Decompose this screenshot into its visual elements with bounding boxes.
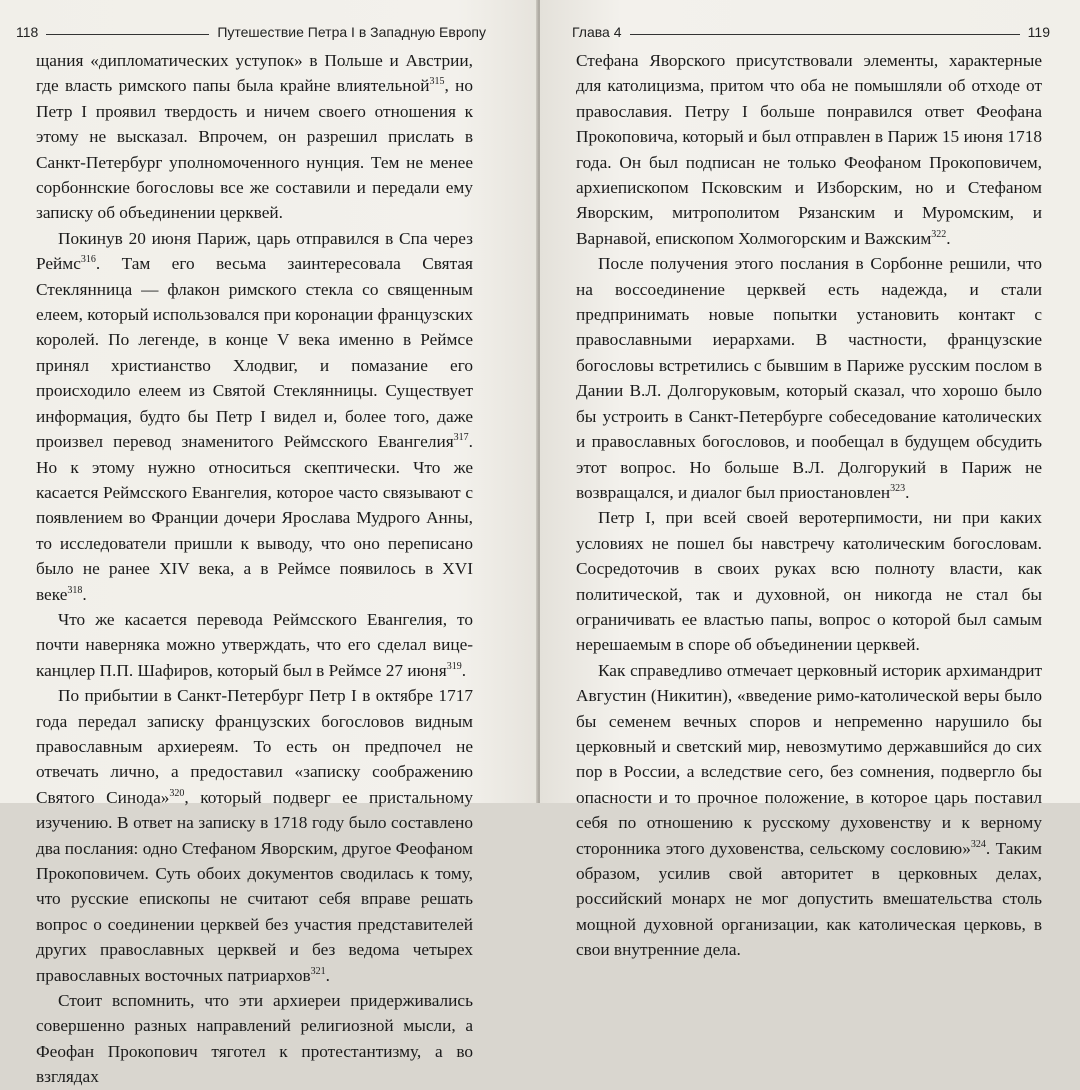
paragraph — [576, 505, 1042, 657]
paragraph — [36, 988, 473, 1090]
paragraph — [576, 48, 1042, 251]
footnote-ref: 316 — [80, 254, 96, 266]
paragraph-text: Как справедливо отмечает церковный историк архимандрит Августин (Никитин), «введение римо-католической веры было бы семенем вечных споров и непременно нарушило бы церковный и светский мир, невозмутимо державшийся до сих пор в России, а вследствие сего, без сомнения, подвергло бы опасности и то прочное положение, в которое царь поставил себя по отношению к русскому духовенству и к верному сторонника этого духовенства, сельскому сословию» — [576, 660, 1042, 858]
right-running-header — [572, 22, 1050, 42]
right-page-number: 119 — [1027, 24, 1050, 40]
paragraph-text: . — [905, 482, 910, 502]
left-page-number: 118 — [16, 24, 39, 40]
paragraph-text: , но Петр I проявил твердость и ничем своего отношения к этому не высказал. Впрочем, он разрешил прислать в Санкт-Петербург уполномоченного нунция. Тем не менее сорбоннские богословы все же составили и передали ему записку об объединении церквей. — [36, 76, 473, 223]
right-running-title: Глава 4 — [572, 24, 622, 40]
paragraph-text: . Таким образом, усилив свой авторитет в церковных делах, российский монарх не мог допустить вмешательства столь мощной духовной организации, как католическая церковь, в свои внутренние дела. — [576, 838, 1042, 960]
footnote-ref: 318 — [67, 584, 83, 596]
paragraph — [36, 683, 473, 988]
right-page — [540, 0, 1080, 960]
paragraph — [36, 607, 473, 683]
footnote-ref: 323 — [890, 483, 906, 495]
paragraph-text: Стефана Яворского присутствовали элементы, характерные для католицизма, притом что оба не помышляли об отходе от православия. Петру I больше понравился ответ Феофана Прокоповича, который и был отправлен в Париж 15 июня 1718 года. Он был подписан не только Феофаном Прокоповичем, архиепископом Псковским и Изборским, но и Стефаном Яворским, митрополитом Рязанским и Муромским, и Варнавой, епископом Холмогорским и Важским — [576, 51, 1042, 248]
paragraph-text: Покинув 20 июня Париж, царь отправился в Спа через Реймс — [36, 228, 473, 274]
paragraph — [576, 658, 1042, 963]
right-page-body — [576, 48, 1042, 963]
paragraph-text: По прибытии в Санкт-Петербург Петр I в октябре 1717 года передал записку французских богословов видным православным архиереям. То есть он предпочел не отвечать лично, а предоставил «записку соображению Святого Синода» — [36, 686, 473, 807]
paragraph — [576, 251, 1042, 505]
footnote-ref: 315 — [429, 76, 445, 88]
paragraph-text: . — [946, 228, 951, 248]
footnote-ref: 317 — [453, 432, 469, 444]
paragraph-text: . — [325, 965, 330, 985]
paragraph-text: . Там его весьма заинтересовала Святая Стеклянница — флакон римского стекла со священным елеем, который использовался при коронации французских королей. По легенде, в конце V века именно в Реймсе принял христианство Хлодвиг, и помазание его происходило елеем из Святой Стеклянницы. Существует информация, будто бы Петр I видел и, более того, даже произвел перевод знаменитого Реймсского Евангелия — [36, 254, 473, 452]
paragraph-text: щания «дипломатических уступок» в Польше и Австрии, где власть римского папы была крайне влиятельной — [36, 51, 473, 96]
header-rule — [630, 34, 1020, 35]
paragraph — [36, 226, 473, 607]
paragraph-text: . — [82, 584, 87, 604]
footnote-ref: 319 — [446, 660, 462, 672]
paragraph-text: . Но к этому нужно относиться скептически. Что же касается Реймсского Евангелия, которое часто связывают с появлением во Франции дочери Ярослава Мудрого Анны, то исследователи пришли к выводу, что оно переписано было не ранее XIV века, а в Реймсе появилось в XVI веке — [36, 432, 473, 604]
paragraph-text: Стоит вспомнить, что эти архиереи придерживались совершенно разных направлений религиозной мысли, а Феофан Прокопович тяготел к протестантизму, а во взглядах — [36, 991, 473, 1087]
paragraph-text: Что же касается перевода Реймсского Евангелия, то почти наверняка можно утверждать, что его сделал вице-канцлер П.П. Шафиров, который был в Реймсе 27 июня — [36, 609, 473, 680]
footnote-ref: 324 — [970, 838, 986, 850]
left-page-body — [36, 48, 473, 1090]
paragraph-text: , который подверг ее пристальному изучению. В ответ на записку в 1718 году было составлено два послания: одно Стефаном Яворским, другое Феофаном Прокоповичем. Суть обоих документов сводилась к тому, что русские епископы не считают себя вправе решать вопрос о соединении церквей без участия представителей других православных церквей и без ведома четырех православных восточных патриархов — [36, 787, 473, 985]
paragraph-text: После получения этого послания в Сорбонне решили, что на воссоединение церквей есть надежда, и стали предпринимать новые попытки установить контакт с православными иерархами. В частности, французские богословы встретились с бывшим в Париже русским послом в Дании В.Л. Долгоруковым, который сказал, что хорошо было бы устроить в Санкт-Петербурге собеседование католических и православных богословов, и пообещал в будущем обсудить этот вопрос. Но больше В.Л. Долгорукий в Париж не возвращался, и диалог был приостановлен — [576, 254, 1042, 502]
footnote-ref: 320 — [169, 788, 185, 800]
footnote-ref: 321 — [310, 965, 326, 977]
left-running-header — [16, 22, 486, 42]
paragraph-text: . — [461, 660, 467, 680]
left-running-title: Путешествие Петра I в Западную Европу — [217, 24, 486, 40]
header-rule — [46, 34, 209, 35]
left-page — [0, 0, 538, 1087]
paragraph-text: Петр I, при всей своей веротерпимости, ни при каких условиях не пошел бы навстречу католическим богословам. Сосредоточив в своих руках всю полноту власти, как политической, так и духовной, он никогда не стал бы ограничивать ее властью папы, вопрос о которой был самым нерешаемым в споре об объединении церквей. — [576, 508, 1042, 655]
paragraph — [36, 48, 473, 226]
footnote-ref: 322 — [931, 229, 947, 241]
